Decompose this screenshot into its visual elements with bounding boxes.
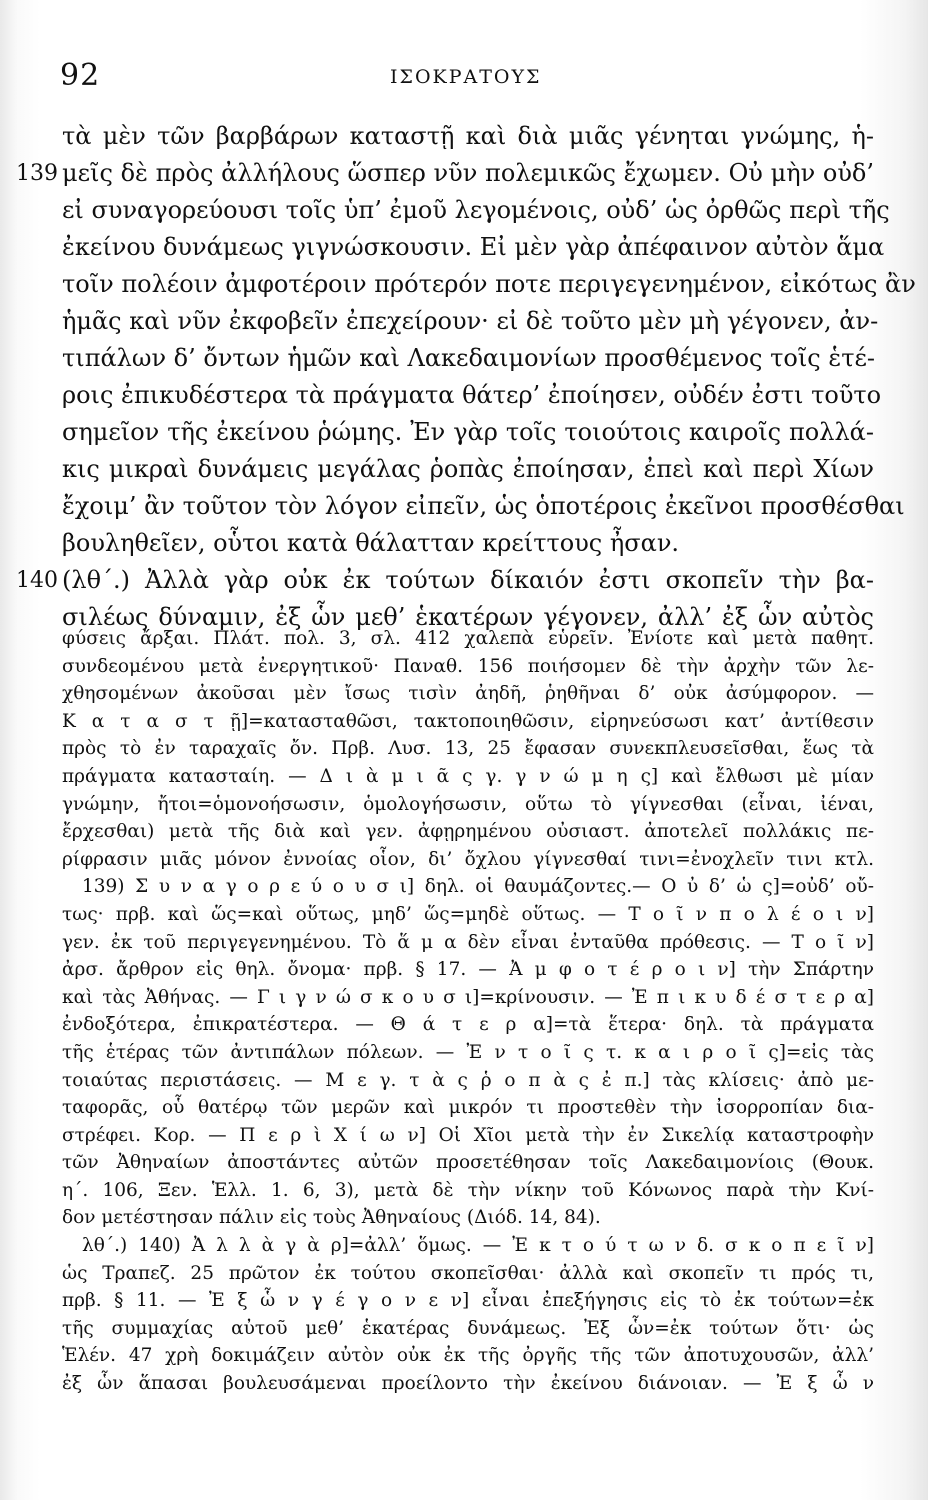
main-text-line-content: τὰ μὲν τῶν βαρβάρων καταστῇ καὶ διὰ μιᾶς γένηται γνώμης, ἡ- — [62, 122, 874, 150]
note-line: καὶ τὰς Ἀθήνας. — Γ ι γ ν ώ σ κ ο υ σ ι]=κρίνουσιν. — Ἐ π ι κ υ δ έ σ τ ε ρ α] — [62, 986, 874, 1008]
note-line: ἐξ ὧν ἅπασαι βουλευσάμεναι προείλοντο τὴν ἐκείνου διάνοιαν. — Ἐ ξ ὧ ν — [62, 1373, 874, 1395]
main-text-line — [62, 192, 890, 229]
main-text-line-content: ἡμᾶς καὶ νῦν ἐκφοβεῖν ἐπεχείρουν· εἰ δὲ τοῦτο μὲν μὴ γέγονεν, ἀν- — [62, 307, 879, 335]
section-number: 139 — [16, 161, 58, 186]
note-line: τῶν Ἀθηναίων ἀποστάντες αὐτῶν προσετέθησαν τοῖς Λακεδαιμονίοις (Θουκ. — [62, 1152, 874, 1174]
note-line: τῆς ἑτέρας τῶν ἀντιπάλων πόλεων. — Ἐ ν τ ο ῖ ς τ. κ α ι ρ ο ῖ ς]=εἰς τὰς — [62, 1041, 874, 1063]
note-line: φύσεις ἄρξαι. Πλάτ. πολ. 3, σλ. 412 χαλεπὰ εὑρεῖν. Ἐνίοτε καὶ μετὰ παθητ. — [62, 628, 874, 649]
main-text-line-content: τιπάλων δ’ ὄντων ἡμῶν καὶ Λακεδαιμονίων προσθέμενος τοῖς ἑτέ- — [62, 344, 876, 372]
main-text-line — [62, 266, 916, 303]
main-text-line-content: βουληθεῖεν, οὗτοι κατὰ θάλατταν κρείττους ἦσαν. — [62, 529, 680, 557]
main-text-line — [62, 303, 879, 340]
main-text-line-content: ἔχοιμ’ ἂν τοῦτον τὸν λόγον εἰπεῖν, ὡς ὁποτέροις ἐκεῖνοι προσθέσθαι — [62, 492, 905, 520]
main-text-line — [62, 414, 872, 451]
main-text-line-content: σιλέως δύναμιν, ἐξ ὧν μεθ’ ἑκατέρων γέγονεν, ἀλλ’ ἐξ ὧν αὐτὸς — [62, 603, 874, 631]
commentary-notes — [62, 625, 874, 1398]
main-text-line-content: εἰ συναγορεύουσι τοῖς ὑπ’ ἐμοῦ λεγομένοις, οὐδ’ ὡς ὀρθῶς περὶ τῆς — [62, 196, 890, 224]
note-line: ἔρχεσθαι) μετὰ τῆς διὰ καὶ γεν. ἀφῃρημένου οὐσιαστ. ἀποτελεῖ πολλάκις πε- — [62, 821, 874, 843]
page-number: 92 — [60, 58, 101, 93]
main-text-line — [16, 155, 874, 192]
main-text-line-content: κις μικραὶ δυνάμεις μεγάλας ῥοπὰς ἐποίησαν, ἐπεὶ καὶ περὶ Χίων — [62, 455, 874, 483]
running-head: ΙΣΟΚΡΑΤΟΥΣ — [390, 66, 542, 88]
note-line: ἐνδοξότερα, ἐπικρατέστερα. — Θ ά τ ε ρ α]=τὰ ἕτερα· δηλ. τὰ πράγματα — [62, 1014, 874, 1036]
note-line: πρβ. § 11. — Ἐ ξ ὧ ν γ έ γ ο ν ε ν] εἶναι ἐπεξήγησις εἰς τὸ ἐκ τούτων=ἐκ — [62, 1290, 874, 1312]
main-text-line-content: τοῖν πολέοιν ἀμφοτέροιν πρότερόν ποτε περιγεγενημένον, εἰκότως ἂν — [62, 270, 916, 298]
main-text-line — [62, 229, 885, 266]
note-line: πρὸς τὸ ἐν ταραχαῖς ὄν. Πρβ. Λυσ. 13, 25 ἔφασαν συνεκπλευσεῖσθαι, ἕως τὰ — [62, 738, 874, 760]
note-line: χθησομένων ἀκοῦσαι μὲν ἴσως τισὶν ἀηδῆ, ῥηθῆναι δ’ οὐκ ἀσύμφορον. — — [62, 683, 874, 705]
main-text-line — [62, 451, 872, 488]
main-text-line-content: μεῖς δὲ πρὸς ἀλλήλους ὥσπερ νῦν πολεμικῶς ἔχωμεν. Οὐ μὴν οὐδ’ — [62, 159, 874, 187]
main-text-line-content: (λθ΄.) Ἀλλὰ γὰρ οὐκ ἐκ τούτων δίκαιόν ἐστι σκοπεῖν τὴν βα- — [62, 566, 874, 594]
note-line: ταφορᾶς, οὗ θατέρῳ τῶν μερῶν καὶ μικρόν τι προστεθὲν τὴν ἰσορροπίαν δια- — [62, 1097, 874, 1119]
note-line: η΄. 106, Ξεν. Ἑλλ. 1. 6, 3), μετὰ δὲ τὴν νίκην τοῦ Κόνωνος παρὰ τὴν Κνί- — [62, 1179, 874, 1201]
main-text-line-content: ἐκείνου δυνάμεως γιγνώσκουσιν. Εἰ μὲν γὰρ ἀπέφαινον αὐτὸν ἅμα — [62, 233, 885, 261]
main-text-line — [62, 377, 882, 414]
note-line: συνδεομένου μετὰ ἐνεργητικοῦ· Παναθ. 156 ποιήσομεν δὲ τὴν ἀρχὴν τῶν λε- — [62, 655, 874, 677]
note-line: γεν. ἐκ τοῦ περιγεγενημένου. Τὸ ἅ μ α δὲν εἶναι ἐνταῦθα πρόθεσις. — Τ ο ῖ ν] — [62, 931, 874, 953]
note-line: τως· πρβ. καὶ ὥς=καὶ οὕτως, μηδ’ ὥς=μηδὲ οὕτως. — Τ ο ῖ ν π ο λ έ ο ι ν] — [62, 903, 874, 925]
note-line: τῆς συμμαχίας αὐτοῦ μεθ’ ἑκατέρας δυνάμεως. Ἐξ ὧν=ἐκ τούτων ὅτι· ὡς — [62, 1317, 874, 1339]
note-line: ἀρσ. ἄρθρον εἰς θηλ. ὄνομα· πρβ. § 17. — Ἀ μ φ ο τ έ ρ ο ι ν] τὴν Σπάρτην — [62, 959, 874, 981]
note-line: Ἑλέν. 47 χρὴ δοκιμάζειν αὐτὸν οὐκ ἐκ τῆς ὀργῆς τῆς τῶν ἀποτυχουσῶν, ἀλλ’ — [62, 1345, 874, 1367]
note-line: στρέφει. Κορ. — Π ε ρ ὶ Χ ί ω ν] Οἱ Χῖοι μετὰ τὴν ἐν Σικελίᾳ καταστροφὴν — [62, 1124, 874, 1146]
main-text-line-content: σημεῖον τῆς ἐκείνου ῥώμης. Ἐν γὰρ τοῖς τοιούτοις καιροῖς πολλά- — [62, 418, 874, 446]
section-number: 140 — [16, 568, 58, 593]
main-text-line-content: ροις ἐπικυδέστερα τὰ πράγματα θάτερ’ ἐποίησεν, οὐδέν ἐστι τοῦτο — [62, 381, 882, 409]
note-line: πράγματα κατασταίη. — Δ ι ὰ μ ι ᾶ ς γ. γ ν ώ μ η ς] καὶ ἔλθωσι μὲ μίαν — [62, 765, 874, 787]
main-text-line — [62, 118, 872, 155]
main-text-line — [16, 562, 874, 599]
note-line: γνώμην, ἤτοι=ὁμονοήσωσιν, ὁμολογήσωσιν, οὕτω τὸ γίγνεσθαι (εἶναι, ἰέναι, — [62, 793, 874, 815]
note-line: τοιαύτας περιστάσεις. — Μ ε γ. τ ὰ ς ῥ ο π ὰ ς ἐ π.] τὰς κλίσεις· ἀπὸ με- — [62, 1069, 874, 1091]
note-line: ὡς Τραπεζ. 25 πρῶτον ἐκ τούτου σκοπεῖσθαι· ἀλλὰ καὶ σκοπεῖν τι πρός τι, — [62, 1262, 874, 1284]
main-text-line — [62, 340, 876, 377]
note-line: δον μετέστησαν πάλιν εἰς τοὺς Ἀθηναίους (Διόδ. 14, 84). — [62, 1207, 601, 1229]
note-line: 139) Σ υ ν α γ ο ρ ε ύ ο υ σ ι] δηλ. οἱ θαυμάζοντες.— Ο ὐ δ’ ὡ ς]=οὐδ’ οὔ- — [82, 876, 874, 898]
main-text-line — [62, 488, 905, 525]
note-line: ρίφρασιν μιᾶς μόνον ἐννοίας οἷον, δι’ ὄχλου γίγνεσθαί τινι=ἐνοχλεῖν τινι κτλ. — [62, 848, 874, 870]
main-text — [16, 118, 916, 636]
note-line: Κ α τ α σ τ ῇ]=κατασταθῶσι, τακτοποιηθῶσιν, εἰρηνεύσωσι κατ’ ἀντίθεσιν — [62, 710, 874, 732]
note-line: λθ΄.) 140) Ἀ λ λ ὰ γ ὰ ρ]=ἀλλ’ ὅμως. — Ἐ κ τ ο ύ τ ω ν δ. σ κ ο π ε ῖ ν] — [82, 1235, 874, 1257]
main-text-line — [62, 525, 872, 562]
